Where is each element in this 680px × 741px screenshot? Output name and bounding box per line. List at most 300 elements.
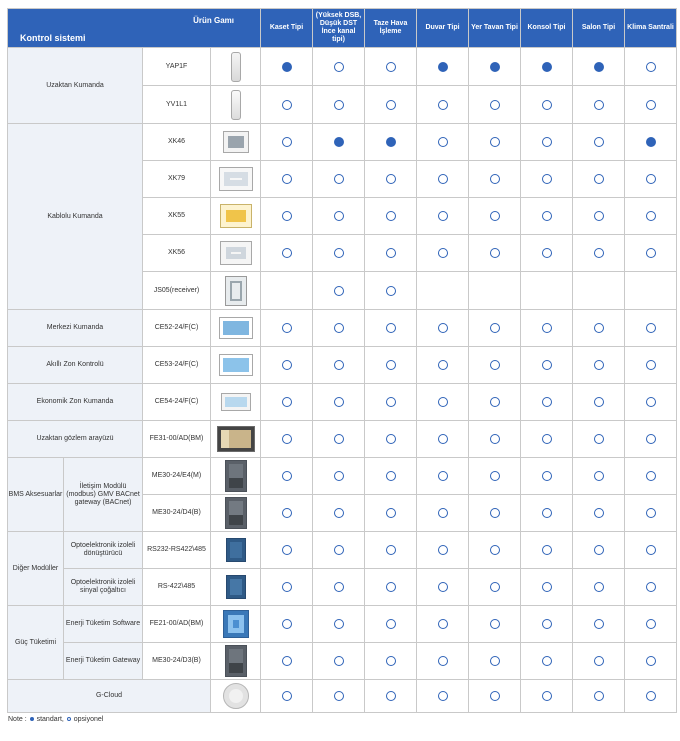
mark-cell xyxy=(365,161,417,198)
mark-cell xyxy=(521,235,573,272)
mark-cell xyxy=(469,86,521,124)
mark-cell xyxy=(573,384,625,421)
optional-circle-icon xyxy=(542,248,552,258)
mark-cell xyxy=(261,161,313,198)
mark-cell xyxy=(625,680,677,713)
mark-cell xyxy=(261,310,313,347)
mark-cell xyxy=(521,606,573,643)
product-image-cell xyxy=(211,606,261,643)
optional-circle-icon xyxy=(594,397,604,407)
mark-cell xyxy=(417,86,469,124)
mark-cell xyxy=(625,310,677,347)
optional-circle-icon xyxy=(490,397,500,407)
mark-cell xyxy=(313,532,365,569)
optional-circle-icon xyxy=(282,691,292,701)
mark-cell xyxy=(573,48,625,86)
optional-circle-icon xyxy=(646,434,656,444)
mark-cell xyxy=(469,606,521,643)
optional-circle-icon xyxy=(386,471,396,481)
optional-circle-icon xyxy=(438,619,448,629)
mark-cell xyxy=(469,680,521,713)
touch-panel-icon xyxy=(221,393,251,411)
optional-circle-icon xyxy=(334,434,344,444)
optional-circle-icon xyxy=(334,619,344,629)
optional-circle-icon xyxy=(542,137,552,147)
mark-cell xyxy=(573,606,625,643)
header-label-cell xyxy=(8,9,261,48)
standard-dot-icon xyxy=(30,717,34,721)
optional-circle-icon xyxy=(490,434,500,444)
optional-circle-icon xyxy=(490,508,500,518)
product-image-cell xyxy=(211,272,261,310)
mark-cell xyxy=(521,48,573,86)
standard-dot-icon xyxy=(282,62,292,72)
mark-cell xyxy=(625,532,677,569)
optional-circle-icon xyxy=(490,582,500,592)
mark-cell xyxy=(365,384,417,421)
optional-circle-icon xyxy=(334,691,344,701)
mark-cell xyxy=(469,272,521,310)
mark-cell xyxy=(521,272,573,310)
product-image-cell xyxy=(211,495,261,532)
optional-circle-icon xyxy=(334,211,344,221)
mark-cell xyxy=(625,458,677,495)
optional-circle-icon xyxy=(386,619,396,629)
optional-circle-icon xyxy=(594,248,604,258)
optional-circle-icon xyxy=(594,211,604,221)
category-header: Taze Hava İşleme xyxy=(365,9,417,48)
mark-cell xyxy=(625,198,677,235)
mark-cell xyxy=(365,458,417,495)
group-label: Uzaktan Kumanda xyxy=(8,48,143,124)
mark-cell xyxy=(417,48,469,86)
model-name: CE52-24/F(C) xyxy=(143,310,211,347)
mark-cell xyxy=(625,606,677,643)
optional-circle-icon xyxy=(386,286,396,296)
mark-cell xyxy=(573,272,625,310)
mark-cell xyxy=(417,161,469,198)
mark-cell xyxy=(313,86,365,124)
mark-cell xyxy=(417,384,469,421)
mark-cell xyxy=(365,421,417,458)
mark-cell xyxy=(261,606,313,643)
optional-circle-icon xyxy=(490,691,500,701)
mark-cell xyxy=(365,569,417,606)
optional-circle-icon xyxy=(282,619,292,629)
mark-cell xyxy=(625,495,677,532)
mark-cell xyxy=(573,198,625,235)
model-name: CE54-24/F(C) xyxy=(143,384,211,421)
optional-circle-icon xyxy=(334,100,344,110)
mark-cell xyxy=(365,272,417,310)
optional-circle-icon xyxy=(334,545,344,555)
wired-controller-icon xyxy=(223,131,249,153)
mark-cell xyxy=(261,235,313,272)
wired-controller-icon xyxy=(220,204,252,228)
model-name: FE31-00/AD(BM) xyxy=(143,421,211,458)
mark-cell xyxy=(573,495,625,532)
mark-cell xyxy=(261,198,313,235)
product-image-cell xyxy=(211,421,261,458)
table-row xyxy=(8,680,677,713)
mark-cell xyxy=(417,272,469,310)
model-name: RS232-RS422\485 xyxy=(143,532,211,569)
converter-module-icon xyxy=(226,538,246,562)
optional-circle-icon xyxy=(542,323,552,333)
mark-cell xyxy=(261,458,313,495)
mark-cell xyxy=(469,532,521,569)
wired-controller-icon xyxy=(220,241,252,265)
optional-circle-icon xyxy=(594,471,604,481)
optional-circle-icon xyxy=(646,323,656,333)
optional-circle-icon xyxy=(438,471,448,481)
optional-circle-icon xyxy=(282,434,292,444)
product-image-cell xyxy=(211,235,261,272)
table-row xyxy=(8,532,677,569)
product-range-label: Ürün Gamı xyxy=(193,16,234,25)
model-name: CE53-24/F(C) xyxy=(143,347,211,384)
optional-circle-icon xyxy=(542,360,552,370)
optional-circle-icon xyxy=(386,323,396,333)
mark-cell xyxy=(573,680,625,713)
optional-circle-icon xyxy=(334,656,344,666)
mark-cell xyxy=(313,161,365,198)
optional-circle-icon xyxy=(438,211,448,221)
optional-circle-icon xyxy=(594,360,604,370)
optional-circle-icon xyxy=(386,545,396,555)
optional-circle-icon xyxy=(282,471,292,481)
optional-circle-icon xyxy=(282,508,292,518)
mark-cell xyxy=(313,421,365,458)
optional-circle-icon xyxy=(334,286,344,296)
mark-cell xyxy=(313,347,365,384)
mark-cell xyxy=(365,680,417,713)
optional-circle-icon xyxy=(438,545,448,555)
product-image-cell xyxy=(211,347,261,384)
optional-circle-icon xyxy=(282,545,292,555)
mark-cell xyxy=(521,532,573,569)
optional-circle-icon xyxy=(386,434,396,444)
mark-cell xyxy=(521,680,573,713)
wired-controller-icon xyxy=(219,167,253,191)
mark-cell xyxy=(417,680,469,713)
mark-cell xyxy=(417,606,469,643)
product-image-cell xyxy=(211,643,261,680)
optional-circle-icon xyxy=(542,545,552,555)
mark-cell xyxy=(261,680,313,713)
product-image-cell xyxy=(211,124,261,161)
mark-cell xyxy=(417,643,469,680)
mark-cell xyxy=(625,161,677,198)
optional-circle-icon xyxy=(594,137,604,147)
optional-circle-icon xyxy=(646,471,656,481)
group-label: Ekonomik Zon Kumanda xyxy=(8,384,143,421)
category-header: Kaset Tipi xyxy=(261,9,313,48)
optional-circle-icon xyxy=(386,211,396,221)
mark-cell xyxy=(313,495,365,532)
mark-cell xyxy=(365,124,417,161)
standard-dot-icon xyxy=(334,137,344,147)
standard-dot-icon xyxy=(490,62,500,72)
floor-plan-screen-icon xyxy=(217,426,255,452)
mark-cell xyxy=(365,643,417,680)
table-row xyxy=(8,310,677,347)
optional-circle-icon xyxy=(386,100,396,110)
model-name: XK79 xyxy=(143,161,211,198)
mark-cell xyxy=(313,680,365,713)
mark-cell xyxy=(365,347,417,384)
category-header: (Yüksek DSB, Düşük DST İnce kanal tipi) xyxy=(313,9,365,48)
mark-cell xyxy=(417,421,469,458)
group-label: BMS Aksesuarlar xyxy=(8,458,64,532)
optional-circle-icon xyxy=(438,137,448,147)
optional-circle-icon xyxy=(282,582,292,592)
mark-cell xyxy=(261,421,313,458)
optional-circle-icon xyxy=(282,323,292,333)
optional-circle-icon xyxy=(594,691,604,701)
optional-circle-icon xyxy=(334,508,344,518)
mark-cell xyxy=(521,310,573,347)
optional-circle-icon xyxy=(386,656,396,666)
optional-circle-icon xyxy=(646,545,656,555)
optional-circle-icon xyxy=(282,174,292,184)
model-name: YAP1F xyxy=(143,48,211,86)
optional-circle-icon xyxy=(386,508,396,518)
sub-label: İletişim Modülü (modbus) GMV BACnet gateway (BACnet) xyxy=(64,458,143,532)
table-row xyxy=(8,384,677,421)
mark-cell xyxy=(625,569,677,606)
mark-cell xyxy=(261,124,313,161)
mark-cell xyxy=(469,235,521,272)
optional-circle-icon xyxy=(386,582,396,592)
optional-circle-icon xyxy=(334,62,344,72)
mark-cell xyxy=(469,643,521,680)
optional-circle-icon xyxy=(490,360,500,370)
mark-cell xyxy=(365,86,417,124)
mark-cell xyxy=(417,124,469,161)
product-image-cell xyxy=(211,198,261,235)
mark-cell xyxy=(313,569,365,606)
optional-circle-icon xyxy=(334,360,344,370)
optional-circle-icon xyxy=(646,619,656,629)
mark-cell xyxy=(417,198,469,235)
optional-circle-icon xyxy=(542,397,552,407)
model-name: ME30-24/D3(B) xyxy=(143,643,211,680)
mark-cell xyxy=(417,458,469,495)
mark-cell xyxy=(469,198,521,235)
optional-circle-icon xyxy=(438,508,448,518)
standard-dot-icon xyxy=(438,62,448,72)
optional-circle-icon xyxy=(646,174,656,184)
product-image-cell xyxy=(211,161,261,198)
optional-circle-icon xyxy=(490,174,500,184)
optional-circle-icon xyxy=(438,323,448,333)
note-standard: standart, xyxy=(36,716,64,723)
mark-cell xyxy=(625,86,677,124)
mark-cell xyxy=(313,124,365,161)
mark-cell xyxy=(625,124,677,161)
product-image-cell xyxy=(211,458,261,495)
optional-circle-icon xyxy=(646,656,656,666)
optional-circle-icon xyxy=(282,360,292,370)
optional-circle-icon xyxy=(490,619,500,629)
mark-cell xyxy=(365,495,417,532)
mark-cell xyxy=(417,495,469,532)
mark-cell xyxy=(573,124,625,161)
table-row xyxy=(8,421,677,458)
optional-circle-icon xyxy=(542,174,552,184)
optional-circle-icon xyxy=(490,137,500,147)
category-header: Duvar Tipi xyxy=(417,9,469,48)
mark-cell xyxy=(417,569,469,606)
optional-circle-icon xyxy=(438,397,448,407)
optional-circle-icon xyxy=(334,471,344,481)
optional-circle-icon xyxy=(542,582,552,592)
optional-circle-icon xyxy=(282,397,292,407)
mark-cell xyxy=(521,421,573,458)
optional-circle-icon xyxy=(646,211,656,221)
mark-cell xyxy=(521,86,573,124)
group-label: Diğer Modüller xyxy=(8,532,64,606)
optional-circle-icon xyxy=(438,174,448,184)
mark-cell xyxy=(313,48,365,86)
model-name: XK56 xyxy=(143,235,211,272)
table-row xyxy=(8,606,677,643)
mark-cell xyxy=(261,532,313,569)
optional-circle-icon xyxy=(282,211,292,221)
touch-panel-icon xyxy=(219,354,253,376)
note-optional: opsiyonel xyxy=(73,716,104,723)
optional-circle-icon xyxy=(490,323,500,333)
standard-dot-icon xyxy=(594,62,604,72)
optional-circle-icon xyxy=(490,100,500,110)
mark-cell xyxy=(469,347,521,384)
optional-circle-icon xyxy=(542,434,552,444)
mark-cell xyxy=(521,198,573,235)
mark-cell xyxy=(573,569,625,606)
table-row xyxy=(8,124,677,161)
optional-circle-icon xyxy=(646,508,656,518)
mark-cell xyxy=(469,569,521,606)
mark-cell xyxy=(521,458,573,495)
optional-circle-icon xyxy=(594,545,604,555)
optional-circle-icon xyxy=(594,656,604,666)
category-header: Salon Tipi xyxy=(573,9,625,48)
optional-circle-icon xyxy=(594,619,604,629)
optional-circle-icon xyxy=(490,656,500,666)
mark-cell xyxy=(313,310,365,347)
optional-circle-icon xyxy=(490,248,500,258)
mark-cell xyxy=(313,384,365,421)
mark-cell xyxy=(573,347,625,384)
product-image-cell xyxy=(211,680,261,713)
table-row xyxy=(8,48,677,86)
optional-circle-icon xyxy=(542,508,552,518)
mark-cell xyxy=(573,86,625,124)
table-row xyxy=(8,569,677,606)
product-image-cell xyxy=(211,86,261,124)
group-label: Güç Tüketimi xyxy=(8,606,64,680)
optional-circle-icon xyxy=(542,471,552,481)
mark-cell xyxy=(417,310,469,347)
optional-circle-icon xyxy=(490,545,500,555)
model-name: FE21-00/AD(BM) xyxy=(143,606,211,643)
optional-circle-icon xyxy=(386,62,396,72)
remote-control-icon xyxy=(231,90,241,120)
mark-cell xyxy=(625,272,677,310)
optional-circle-icon xyxy=(282,248,292,258)
mark-cell xyxy=(573,161,625,198)
sub-label: Enerji Tüketim Software xyxy=(64,606,143,643)
mark-cell xyxy=(313,458,365,495)
mark-cell xyxy=(313,272,365,310)
group-label: Uzaktan gözlem arayüzü xyxy=(8,421,143,458)
standard-dot-icon xyxy=(542,62,552,72)
optional-circle-icon xyxy=(490,471,500,481)
standard-dot-icon xyxy=(386,137,396,147)
mark-cell xyxy=(521,161,573,198)
mark-cell xyxy=(365,48,417,86)
mark-cell xyxy=(469,421,521,458)
optional-circle-icon xyxy=(542,656,552,666)
sub-label: Optoelektronik izoleli sinyal çoğaltıcı xyxy=(64,569,143,606)
gateway-module-icon xyxy=(225,497,247,529)
gateway-module-icon xyxy=(225,460,247,492)
optional-circle-icon xyxy=(542,100,552,110)
mark-cell xyxy=(261,347,313,384)
mark-cell xyxy=(521,643,573,680)
mark-cell xyxy=(313,606,365,643)
optional-circle-icon xyxy=(594,323,604,333)
mark-cell xyxy=(313,198,365,235)
group-label: G-Cloud xyxy=(8,680,211,713)
optional-dot-icon xyxy=(67,717,71,721)
optional-circle-icon xyxy=(594,582,604,592)
mark-cell xyxy=(469,124,521,161)
legend-note xyxy=(8,716,103,723)
group-label: Akıllı Zon Kontrolü xyxy=(8,347,143,384)
optional-circle-icon xyxy=(334,323,344,333)
optional-circle-icon xyxy=(594,508,604,518)
mark-cell xyxy=(261,86,313,124)
receiver-panel-icon xyxy=(225,276,247,306)
mark-cell xyxy=(365,606,417,643)
optional-circle-icon xyxy=(438,582,448,592)
optional-circle-icon xyxy=(334,174,344,184)
product-image-cell xyxy=(211,569,261,606)
mark-cell xyxy=(625,235,677,272)
sub-label: Optoelektronik izoleli dönüştürücü xyxy=(64,532,143,569)
mark-cell xyxy=(521,347,573,384)
mark-cell xyxy=(261,569,313,606)
table-row xyxy=(8,643,677,680)
mark-cell xyxy=(625,48,677,86)
optional-circle-icon xyxy=(594,100,604,110)
mark-cell xyxy=(365,310,417,347)
mark-cell xyxy=(417,235,469,272)
note-prefix: Note : xyxy=(8,716,27,723)
repeater-module-icon xyxy=(226,575,246,599)
product-image-cell xyxy=(211,48,261,86)
optional-circle-icon xyxy=(334,582,344,592)
product-compatibility-table xyxy=(7,8,677,713)
mark-cell xyxy=(417,532,469,569)
optional-circle-icon xyxy=(282,656,292,666)
product-image-cell xyxy=(211,384,261,421)
model-name: ME30-24/E4(M) xyxy=(143,458,211,495)
model-name: YV1L1 xyxy=(143,86,211,124)
optional-circle-icon xyxy=(438,100,448,110)
